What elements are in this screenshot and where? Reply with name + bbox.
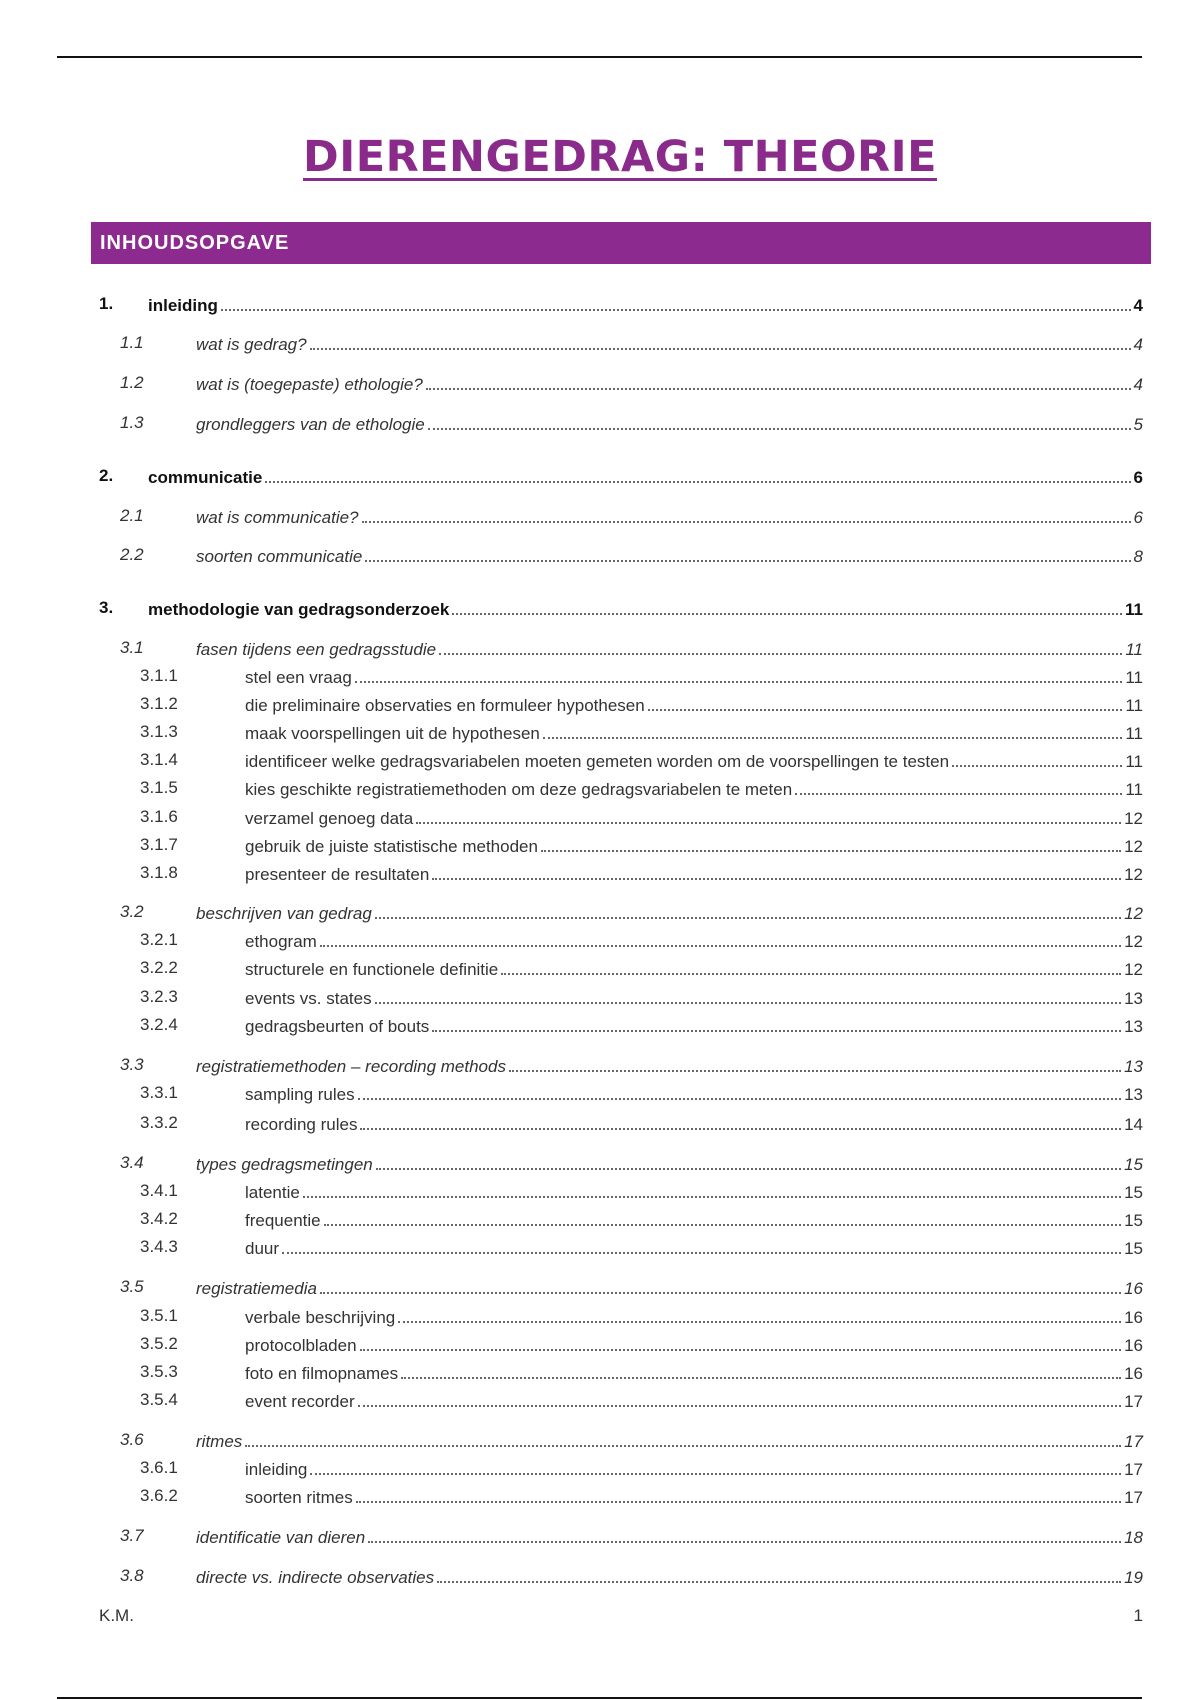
toc-entry-row	[148, 596, 1143, 622]
toc-entry-number: 3.6	[120, 1430, 144, 1449]
toc-entry-number: 3.5	[120, 1277, 144, 1296]
toc-entry-label: verzamel genoeg data	[245, 809, 414, 828]
toc-entry-row	[245, 1235, 1143, 1261]
toc-entry[interactable]	[0, 833, 1200, 857]
toc-entry-number: 3.3.1	[140, 1083, 178, 1102]
toc-entry-row	[245, 720, 1143, 746]
toc-entry-page: 17	[1124, 1460, 1143, 1479]
page-title-text: DIERENGEDRAG: THEORIE	[303, 132, 937, 182]
toc-entry-label: ethogram	[245, 932, 317, 951]
toc-entry-number: 3.5.3	[140, 1362, 178, 1381]
toc-entry-page: 13	[1124, 1017, 1143, 1036]
toc-entry-label: identificeer welke gedragsvariabelen moeten gemeten worden om de voorspellingen te testen	[245, 752, 950, 771]
toc-entry-number: 3.4	[120, 1153, 144, 1172]
toc-entry[interactable]	[0, 1304, 1200, 1328]
toc-entry[interactable]	[0, 1013, 1200, 1037]
toc-dot-leader	[509, 1053, 1121, 1072]
toc-dot-leader	[398, 1304, 1121, 1323]
toc-entry-page: 12	[1124, 837, 1143, 856]
toc-entry-page: 15	[1124, 1183, 1143, 1202]
toc-dot-leader	[358, 1081, 1121, 1100]
toc-dot-leader	[358, 1388, 1121, 1407]
toc-entry-row	[245, 748, 1143, 774]
toc-entry[interactable]	[0, 411, 1200, 435]
toc-entry-page: 15	[1124, 1155, 1143, 1174]
toc-entry-number: 3.8	[120, 1566, 144, 1585]
toc-dot-leader	[365, 543, 1130, 562]
toc-entry-label: maak voorspellingen uit de hypothesen	[245, 724, 540, 743]
toc-entry-row	[196, 636, 1143, 662]
toc-entry-label: grondleggers van de ethologie	[196, 415, 425, 434]
toc-entry[interactable]	[0, 331, 1200, 355]
toc-entry[interactable]	[0, 720, 1200, 744]
toc-entry-label: kies geschikte registratiemethoden om deze gedragsvariabelen te meten	[245, 780, 793, 799]
toc-entry-page: 16	[1124, 1308, 1143, 1327]
toc-entry-page: 12	[1124, 932, 1143, 951]
toc-entry-label: duur	[245, 1239, 280, 1258]
toc-entry-row	[245, 805, 1143, 831]
toc-entry-number: 3.4.3	[140, 1237, 178, 1256]
toc-entry-row	[196, 1564, 1143, 1590]
toc-entry-number: 3.6.2	[140, 1486, 178, 1505]
toc-entry-label: sampling rules	[245, 1085, 355, 1104]
toc-entry[interactable]	[0, 543, 1200, 567]
toc-entry-row	[196, 504, 1143, 530]
toc-entry-number: 3.2.4	[140, 1015, 178, 1034]
toc-entry-row	[196, 900, 1143, 926]
toc-entry-label: latentie	[245, 1183, 300, 1202]
toc-dot-leader	[432, 861, 1121, 880]
toc-entry-number: 2.2	[120, 545, 144, 564]
toc-entry-number: 3.2.1	[140, 930, 178, 949]
toc-entry-number: 3.7	[120, 1526, 144, 1545]
toc-entry-page: 12	[1124, 960, 1143, 979]
toc-entry-row	[245, 664, 1143, 690]
toc-entry-row	[196, 411, 1143, 437]
toc-dot-leader	[428, 411, 1131, 430]
toc-entry-number: 3.1.8	[140, 863, 178, 882]
toc-entry[interactable]	[0, 1388, 1200, 1412]
toc-entry-number: 1.	[99, 294, 114, 313]
toc-entry[interactable]	[0, 1524, 1200, 1548]
toc-entry-page: 4	[1133, 375, 1143, 394]
toc-entry-row	[245, 1388, 1143, 1414]
bottom-rule	[57, 1697, 1142, 1699]
toc-entry-label: identificatie van dieren	[196, 1528, 366, 1547]
toc-entry[interactable]	[0, 1332, 1200, 1356]
toc-dot-leader	[416, 805, 1121, 824]
toc-entry-number: 3.2	[120, 902, 144, 921]
toc-entry[interactable]	[0, 1179, 1200, 1203]
toc-entry-row	[196, 1151, 1143, 1177]
toc-entry-label: frequentie	[245, 1211, 321, 1230]
toc-entry-page: 12	[1124, 809, 1143, 828]
toc-entry-number: 3.1.6	[140, 807, 178, 826]
toc-entry-page: 13	[1124, 989, 1143, 1008]
toc-entry[interactable]	[0, 1207, 1200, 1231]
toc-entry-row	[245, 861, 1143, 887]
toc-entry-label: inleiding	[148, 296, 218, 315]
toc-dot-leader	[952, 748, 1122, 767]
toc-entry-number: 3.5.2	[140, 1334, 178, 1353]
toc-entry-page: 11	[1125, 724, 1143, 743]
toc-entry-number: 3.3	[120, 1055, 144, 1074]
toc-entry-number: 3.4.2	[140, 1209, 178, 1228]
toc-entry-label: die preliminaire observaties en formuleer hypothesen	[245, 696, 645, 715]
toc-dot-leader	[221, 292, 1131, 311]
toc-dot-leader	[541, 833, 1121, 852]
toc-entry-page: 18	[1124, 1528, 1143, 1547]
toc-dot-leader	[501, 956, 1121, 975]
toc-entry-page: 11	[1125, 780, 1143, 799]
toc-dot-leader	[452, 596, 1122, 615]
footer-author: K.M.	[99, 1606, 134, 1625]
toc-entry[interactable]	[0, 1484, 1200, 1508]
toc-entry-row	[196, 1053, 1143, 1079]
toc-dot-leader	[360, 1332, 1122, 1351]
toc-entry-page: 4	[1133, 335, 1143, 354]
toc-entry[interactable]	[0, 636, 1200, 660]
toc-entry-label: directe vs. indirecte observaties	[196, 1568, 435, 1587]
toc-dot-leader	[368, 1524, 1121, 1543]
toc-dot-leader	[320, 1275, 1121, 1294]
toc-entry-number: 3.1.5	[140, 778, 178, 797]
toc-entry[interactable]	[0, 861, 1200, 885]
toc-entry-label: events vs. states	[245, 989, 372, 1008]
toc-entry-label: gebruik de juiste statistische methoden	[245, 837, 538, 856]
toc-entry[interactable]	[0, 805, 1200, 829]
toc-dot-leader	[310, 1456, 1121, 1475]
toc-entry-label: soorten communicatie	[196, 547, 363, 566]
toc-dot-leader	[282, 1235, 1121, 1254]
toc-entry-page: 16	[1124, 1336, 1143, 1355]
toc-entry[interactable]	[0, 664, 1200, 688]
toc-entry[interactable]	[0, 1081, 1200, 1105]
toc-entry-page: 4	[1133, 296, 1143, 315]
toc-dot-leader	[543, 720, 1122, 739]
toc-entry-row	[245, 776, 1143, 802]
toc-entry-label: wat is gedrag?	[196, 335, 307, 354]
toc-entry-page: 16	[1124, 1364, 1143, 1383]
toc-entry-label: registratiemethoden – recording methods	[196, 1057, 506, 1076]
toc-entry[interactable]	[0, 292, 1200, 316]
toc-entry-number: 3.1.4	[140, 750, 178, 769]
toc-entry-row	[196, 1428, 1143, 1454]
toc-entry-page: 11	[1125, 640, 1143, 659]
toc-entry-label: recording rules	[245, 1115, 358, 1134]
toc-dot-leader	[432, 1013, 1121, 1032]
toc-entry-label: gedragsbeurten of bouts	[245, 1017, 430, 1036]
toc-entry[interactable]	[0, 1235, 1200, 1259]
toc-entry-row	[245, 1332, 1143, 1358]
toc-dot-leader	[439, 636, 1122, 655]
toc-entry-label: event recorder	[245, 1392, 355, 1411]
toc-entry[interactable]	[0, 1360, 1200, 1384]
toc-dot-leader	[437, 1564, 1121, 1583]
toc-entry-number: 3.5.1	[140, 1306, 178, 1325]
toc-entry-number: 3.6.1	[140, 1458, 178, 1477]
toc-entry-page: 12	[1124, 904, 1143, 923]
toc-entry-page: 15	[1124, 1239, 1143, 1258]
toc-entry-page: 16	[1124, 1279, 1143, 1298]
toc-entry-label: registratiemedia	[196, 1279, 317, 1298]
toc-entry-row	[245, 1179, 1143, 1205]
toc-entry-row	[245, 833, 1143, 859]
toc-entry-row	[148, 464, 1143, 490]
footer-page-number: 1	[1133, 1606, 1143, 1625]
toc-entry[interactable]	[0, 1456, 1200, 1480]
toc-entry-row	[245, 1304, 1143, 1330]
toc-dot-leader	[310, 331, 1131, 350]
toc-entry-row	[245, 1013, 1143, 1039]
toc-entry-row	[245, 1484, 1143, 1510]
toc-dot-leader	[648, 692, 1123, 711]
toc-entry-row	[196, 371, 1143, 397]
toc-entry[interactable]	[0, 1564, 1200, 1588]
toc-entry[interactable]	[0, 928, 1200, 952]
toc-entry[interactable]	[0, 900, 1200, 924]
toc-entry-number: 3.2.3	[140, 987, 178, 1006]
toc-entry-number: 3.5.4	[140, 1390, 178, 1409]
toc-entry-page: 5	[1133, 415, 1143, 434]
toc-entry[interactable]	[0, 776, 1200, 800]
toc-entry-row	[196, 543, 1143, 569]
toc-entry-label: methodologie van gedragsonderzoek	[148, 600, 450, 619]
toc-entry-page: 6	[1133, 468, 1143, 487]
toc-entry-label: presenteer de resultaten	[245, 865, 430, 884]
toc-dot-leader	[324, 1207, 1121, 1226]
toc-entry-number: 3.	[99, 598, 114, 617]
toc-dot-leader	[375, 900, 1121, 919]
toc-entry-label: wat is (toegepaste) ethologie?	[196, 375, 423, 394]
toc-entry-page: 14	[1124, 1115, 1143, 1134]
toc-entry-label: stel een vraag	[245, 668, 352, 687]
toc-entry-label: foto en filmopnames	[245, 1364, 399, 1383]
toc-entry-number: 3.1.7	[140, 835, 178, 854]
toc-entry-label: types gedragsmetingen	[196, 1155, 373, 1174]
toc-entry[interactable]	[0, 956, 1200, 980]
toc-entry-label: ritmes	[196, 1432, 243, 1451]
toc-dot-leader	[375, 985, 1121, 1004]
toc-entry-number: 3.1.3	[140, 722, 178, 741]
toc-dot-leader	[320, 928, 1121, 947]
toc-entry[interactable]	[0, 692, 1200, 716]
toc-entry[interactable]	[0, 1428, 1200, 1452]
toc-dot-leader	[355, 664, 1123, 683]
toc-entry-number: 1.1	[120, 333, 144, 352]
toc-entry-page: 13	[1124, 1057, 1143, 1076]
toc-entry-page: 13	[1124, 1085, 1143, 1104]
toc-entry[interactable]	[0, 1275, 1200, 1299]
toc-entry[interactable]	[0, 985, 1200, 1009]
toc-entry-row	[245, 692, 1143, 718]
toc-entry-page: 15	[1124, 1211, 1143, 1230]
toc-entry-page: 12	[1124, 865, 1143, 884]
toc-entry-page: 17	[1124, 1432, 1143, 1451]
toc-dot-leader	[303, 1179, 1121, 1198]
toc-entry[interactable]	[0, 1053, 1200, 1077]
toc-entry-number: 3.1.2	[140, 694, 178, 713]
toc-entry-row	[245, 928, 1143, 954]
toc-entry-row	[196, 1275, 1143, 1301]
toc-entry-page: 11	[1125, 600, 1143, 619]
toc-entry-label: inleiding	[245, 1460, 308, 1479]
toc-entry[interactable]	[0, 596, 1200, 620]
toc-entry-label: soorten ritmes	[245, 1488, 353, 1507]
toc-entry-row	[245, 1081, 1143, 1107]
toc-dot-leader	[362, 504, 1131, 523]
toc-heading: INHOUDSOPGAVE	[100, 232, 290, 254]
toc-entry-page: 11	[1125, 752, 1143, 771]
toc-entry-row	[196, 1524, 1143, 1550]
toc-entry[interactable]	[0, 1111, 1200, 1135]
toc-dot-leader	[245, 1428, 1121, 1447]
toc-dot-leader	[401, 1360, 1121, 1379]
toc-entry-row	[245, 956, 1143, 982]
toc-entry-page: 17	[1124, 1392, 1143, 1411]
toc-entry-label: beschrijven van gedrag	[196, 904, 372, 923]
toc-entry-row	[245, 1456, 1143, 1482]
toc-entry-row	[245, 1207, 1143, 1233]
toc-entry-row	[245, 985, 1143, 1011]
toc-entry-page: 8	[1133, 547, 1143, 566]
toc-entry-number: 3.1.1	[140, 666, 178, 685]
toc-entry-number: 1.2	[120, 373, 144, 392]
toc-entry[interactable]	[0, 748, 1200, 772]
toc-entry-page: 19	[1124, 1568, 1143, 1587]
toc-entry-page: 6	[1133, 508, 1143, 527]
toc-dot-leader	[426, 371, 1131, 390]
toc-entry-label: fasen tijdens een gedragsstudie	[196, 640, 437, 659]
toc-entry[interactable]	[0, 464, 1200, 488]
toc-entry[interactable]	[0, 371, 1200, 395]
toc-entry-label: wat is communicatie?	[196, 508, 359, 527]
toc-entry-label: structurele en functionele definitie	[245, 960, 499, 979]
toc-dot-leader	[376, 1151, 1121, 1170]
toc-entry-page: 11	[1125, 668, 1143, 687]
toc-dot-leader	[795, 776, 1122, 795]
toc-entry-row	[148, 292, 1143, 318]
toc-dot-leader	[265, 464, 1130, 483]
toc-entry-number: 3.1	[120, 638, 144, 657]
toc-entry[interactable]	[0, 1151, 1200, 1175]
toc-entry-number: 2.	[99, 466, 114, 485]
toc-entry-number: 1.3	[120, 413, 144, 432]
toc-entry-row	[245, 1111, 1143, 1137]
toc-entry-row	[245, 1360, 1143, 1386]
toc-entry-number: 3.4.1	[140, 1181, 178, 1200]
toc-entry-number: 2.1	[120, 506, 144, 525]
toc-entry-page: 11	[1125, 696, 1143, 715]
toc-entry-number: 3.2.2	[140, 958, 178, 977]
toc-entry-label: communicatie	[148, 468, 263, 487]
toc-entry-number: 3.3.2	[140, 1113, 178, 1132]
toc-entry-page: 17	[1124, 1488, 1143, 1507]
toc-entry-label: verbale beschrijving	[245, 1308, 396, 1327]
toc-entry-label: protocolbladen	[245, 1336, 357, 1355]
toc-entry[interactable]	[0, 504, 1200, 528]
toc-entry-row	[196, 331, 1143, 357]
toc-dot-leader	[356, 1484, 1121, 1503]
toc-dot-leader	[360, 1111, 1121, 1130]
